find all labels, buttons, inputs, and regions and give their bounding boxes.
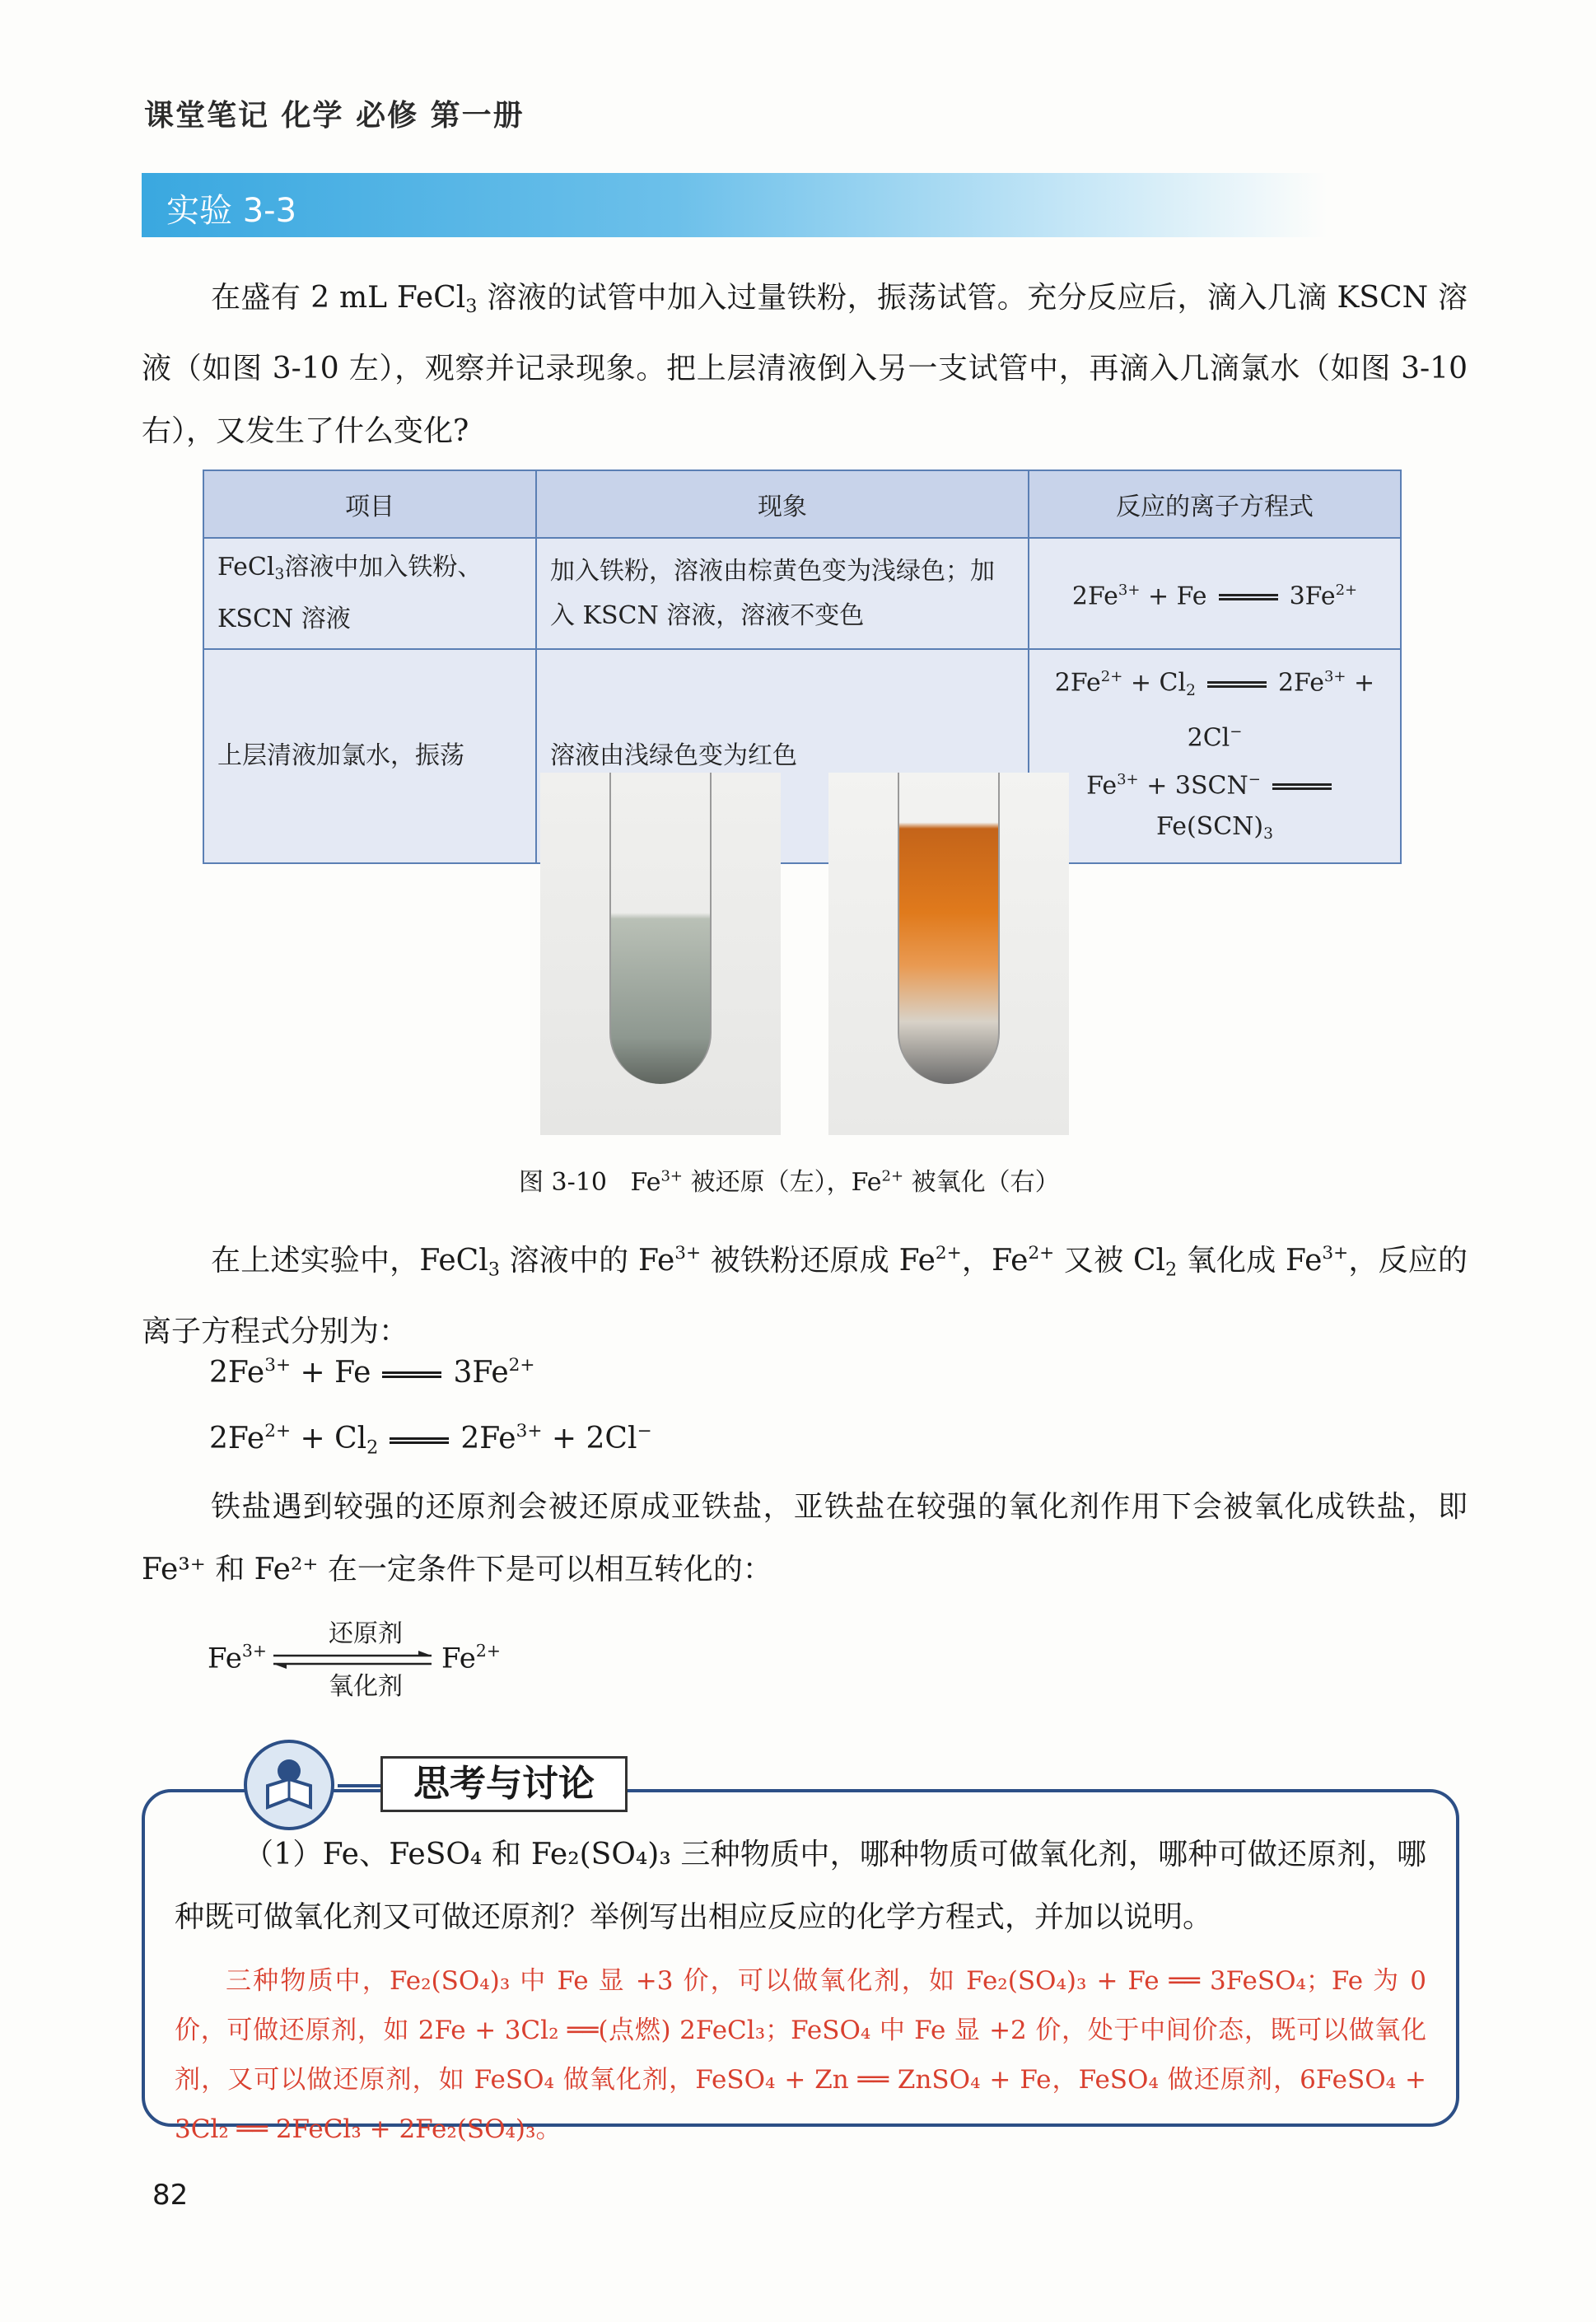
equation-2: $2Fe^{2+} + Cl_2$ $2Fe^{3+} + 2Cl^-$ bbox=[209, 1421, 652, 1459]
equation-1: $2Fe^{3+} + Fe$ $3Fe^{2+}$ bbox=[209, 1355, 535, 1390]
page-number: 82 bbox=[152, 2179, 189, 2212]
row1-item: FeCl$_3$溶液中加入铁粉、KSCN 溶液 bbox=[203, 538, 536, 649]
row2-item: 上层清液加氯水，振荡 bbox=[203, 649, 536, 862]
col-header-item: 项目 bbox=[203, 470, 536, 538]
reader-book-icon bbox=[244, 1740, 334, 1830]
conversion-label-bottom: 氧化剂 bbox=[329, 1672, 403, 1701]
conversion-diagram: $Fe^{3+}$ 还原剂 氧化剂 $Fe^{2+}$ bbox=[208, 1613, 471, 1712]
conversion-label-top: 还原剂 bbox=[329, 1619, 403, 1648]
page-header: 课堂笔记 化学 必修 第一册 bbox=[144, 99, 525, 133]
figure-caption: 图 3-10 $Fe^{3+}$ 被还原（左），$Fe^{2+}$ 被氧化（右） bbox=[519, 1167, 1060, 1197]
discussion-title: 思考与讨论 bbox=[380, 1756, 628, 1812]
col-header-equation: 反应的离子方程式 bbox=[1029, 470, 1401, 538]
table-row bbox=[203, 538, 1401, 649]
test-tube-left-photo bbox=[540, 773, 781, 1135]
body-paragraph-1: 在上述实验中，FeCl$_3$ 溶液中的 $Fe^{3+}$ 被铁粉还原成 $Fe^{2+}$，$Fe^{2+}$ 又被 $Cl_2$ 氧化成 $Fe^{3+}$，反应的离子方程式分别为： bbox=[142, 1243, 1468, 1349]
row1-equation: $2Fe^{3+} + Fe$ $3Fe^{2+}$ bbox=[1029, 538, 1401, 649]
test-tube-right-photo bbox=[828, 773, 1069, 1135]
test-tube-right bbox=[898, 773, 1000, 1084]
discussion-question-1: （1）Fe、FeSO₄ 和 Fe₂(SO₄)₃ 三种物质中，哪种物质可做氧化剂，哪种可做还原剂，哪种既可做氧化剂又可做还原剂？举例写出相应反应的化学方程式，并加以说明。 bbox=[175, 1838, 1426, 1934]
body-paragraph-2: 铁盐遇到较强的还原剂会被还原成亚铁盐，亚铁盐在较强的氧化剂作用下会被氧化成铁盐，即 Fe³⁺ 和 Fe²⁺ 在一定条件下是可以相互转化的： bbox=[142, 1490, 1468, 1586]
row1-phenomenon: 加入铁粉，溶液由棕黄色变为浅绿色；加入 KSCN 溶液，溶液不变色 bbox=[536, 538, 1029, 649]
row2-phenomenon: 溶液由浅绿色变为红色 bbox=[536, 649, 1029, 862]
intro-paragraph: 在盛有 2 mL FeCl$_3$ 溶液的试管中加入过量铁粉，振荡试管。充分反应后，滴入几滴 KSCN 溶液（如图 3-10 左），观察并记录现象。把上层清液倒入另一支试管中，再滴入几滴氯水（如图 3-10 右），又发生了什么变化? bbox=[142, 281, 1468, 449]
row2-equation: $2Fe^{2+} + Cl_2$ $2Fe^{3+} + 2Cl^-$ $Fe^{3+} + 3SCN^-Fe(SCN)_3$ bbox=[1029, 649, 1401, 862]
banner-title: 实验 3-3 bbox=[166, 192, 297, 230]
col-header-phenomenon: 现象 bbox=[536, 470, 1029, 538]
discussion-answer: 三种物质中，Fe₂(SO₄)₃ 中 Fe 显 +3 价，可以做氧化剂，如 Fe₂(SO₄)₃ + Fe ══ 3FeSO₄；Fe 为 0 价，可做还原剂，如 2Fe + 3Cl₂ ══(点燃) 2FeCl₃；FeSO₄ 中 Fe 显 +2 价，处于中间价态，既可以做氧化剂，又可以做还原剂，如 FeSO₄ 做氧化剂，FeSO₄ + Zn ══ ZnSO₄ + Fe，FeSO₄ 做还原剂，6FeSO₄ + 3Cl₂ ══ 2FeCl₃ + 2Fe₂(SO₄)₃。 bbox=[175, 1966, 1426, 2144]
test-tube-left bbox=[609, 773, 712, 1084]
experiment-banner bbox=[142, 173, 1328, 237]
title-connector bbox=[338, 1784, 380, 1787]
experiment-table bbox=[203, 470, 1402, 864]
table-row bbox=[203, 649, 1401, 862]
